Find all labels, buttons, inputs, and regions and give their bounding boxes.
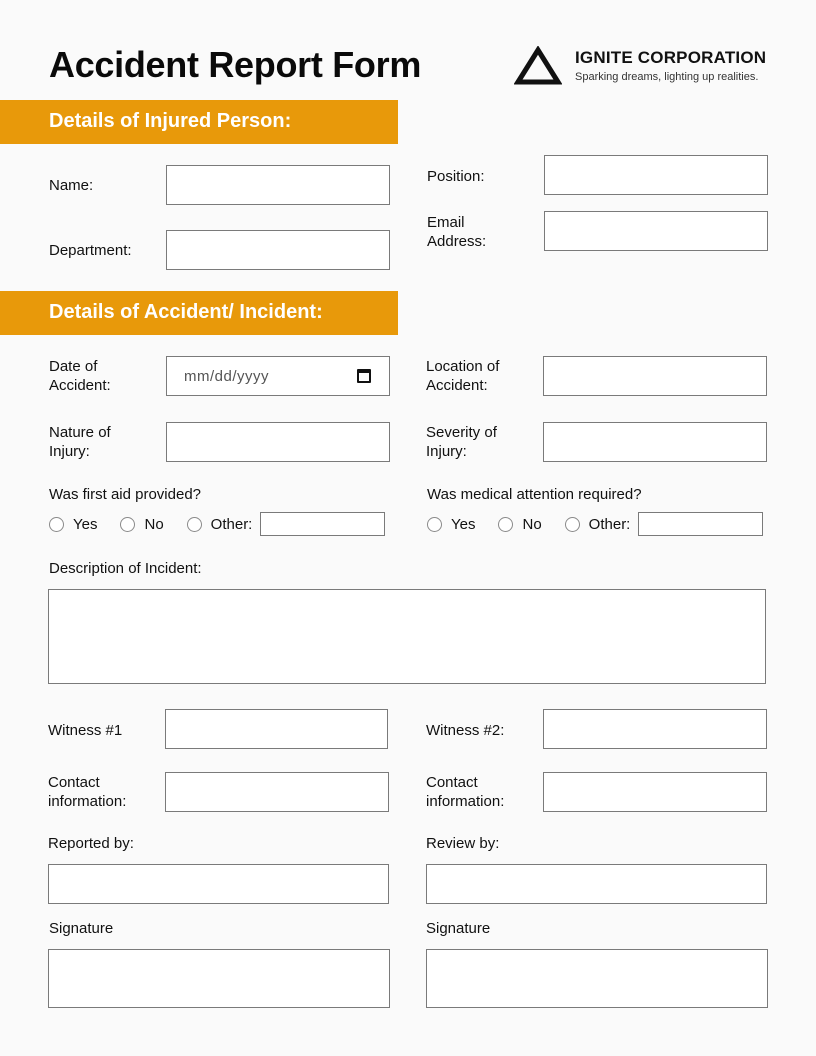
first-aid-other-field[interactable] [260, 512, 385, 536]
radio-circle[interactable] [49, 517, 64, 532]
radio-circle[interactable] [427, 517, 442, 532]
witness2-label: Witness #2: [426, 722, 505, 739]
medical-options [427, 512, 763, 536]
location-field[interactable] [543, 356, 767, 396]
department-label: Department: [49, 242, 132, 259]
name-label: Name: [49, 177, 94, 194]
page-title: Accident Report Form [49, 44, 422, 85]
severity-field[interactable] [543, 422, 767, 462]
radio-circle[interactable] [187, 517, 202, 532]
medical-other[interactable] [565, 516, 631, 533]
calendar-icon[interactable] [357, 369, 371, 383]
signature2-label: Signature [426, 920, 491, 937]
description-field[interactable] [48, 589, 766, 684]
contact1-field[interactable] [165, 772, 389, 812]
first-aid-no[interactable] [120, 516, 163, 533]
first-aid-options [49, 512, 385, 536]
medical-yes[interactable] [427, 516, 475, 533]
contact2-field[interactable] [543, 772, 767, 812]
department-field[interactable] [166, 230, 390, 270]
location-label: Location of Accident: [426, 358, 500, 394]
triangle-logo-icon [514, 46, 562, 86]
review-by-field[interactable] [426, 864, 767, 904]
medical-question: Was medical attention required? [427, 486, 642, 503]
severity-label: Severity of Injury: [426, 424, 497, 460]
company-name: IGNITE CORPORATION [575, 48, 767, 67]
signature2-field[interactable] [426, 949, 768, 1008]
date-placeholder: mm/dd/yyyy [184, 367, 270, 385]
first-aid-question: Was first aid provided? [49, 486, 202, 503]
position-label: Position: [427, 168, 485, 185]
option-label: Yes [451, 515, 476, 533]
date-field[interactable] [166, 356, 390, 396]
witness1-label: Witness #1 [48, 722, 123, 739]
contact2-label: Contact information: [426, 774, 505, 810]
witness1-field[interactable] [165, 709, 388, 749]
signature1-label: Signature [49, 920, 114, 937]
email-label: Email Address: [427, 214, 487, 250]
witness2-field[interactable] [543, 709, 767, 749]
option-label: Other: [210, 515, 253, 533]
option-label: Other: [588, 515, 631, 533]
nature-label: Nature of Injury: [49, 424, 111, 460]
first-aid-other[interactable] [187, 516, 253, 533]
radio-circle[interactable] [498, 517, 513, 532]
section-injured-person: Details of Injured Person: [0, 100, 398, 144]
radio-circle[interactable] [565, 517, 580, 532]
name-field[interactable] [166, 165, 390, 205]
reported-by-field[interactable] [48, 864, 389, 904]
description-label: Description of Incident: [49, 560, 202, 577]
section-accident-incident: Details of Accident/ Incident: [0, 291, 398, 335]
medical-no[interactable] [498, 516, 541, 533]
company-tagline: Sparking dreams, lighting up realities. [575, 71, 759, 83]
option-label: No [144, 515, 164, 533]
position-field[interactable] [544, 155, 768, 195]
email-field[interactable] [544, 211, 768, 251]
review-by-label: Review by: [426, 835, 500, 852]
option-label: No [522, 515, 542, 533]
option-label: Yes [73, 515, 98, 533]
reported-by-label: Reported by: [48, 835, 134, 852]
first-aid-yes[interactable] [49, 516, 97, 533]
medical-other-field[interactable] [638, 512, 763, 536]
radio-circle[interactable] [120, 517, 135, 532]
date-label: Date of Accident: [49, 358, 111, 394]
nature-field[interactable] [166, 422, 390, 462]
contact1-label: Contact information: [48, 774, 127, 810]
signature1-field[interactable] [48, 949, 390, 1008]
